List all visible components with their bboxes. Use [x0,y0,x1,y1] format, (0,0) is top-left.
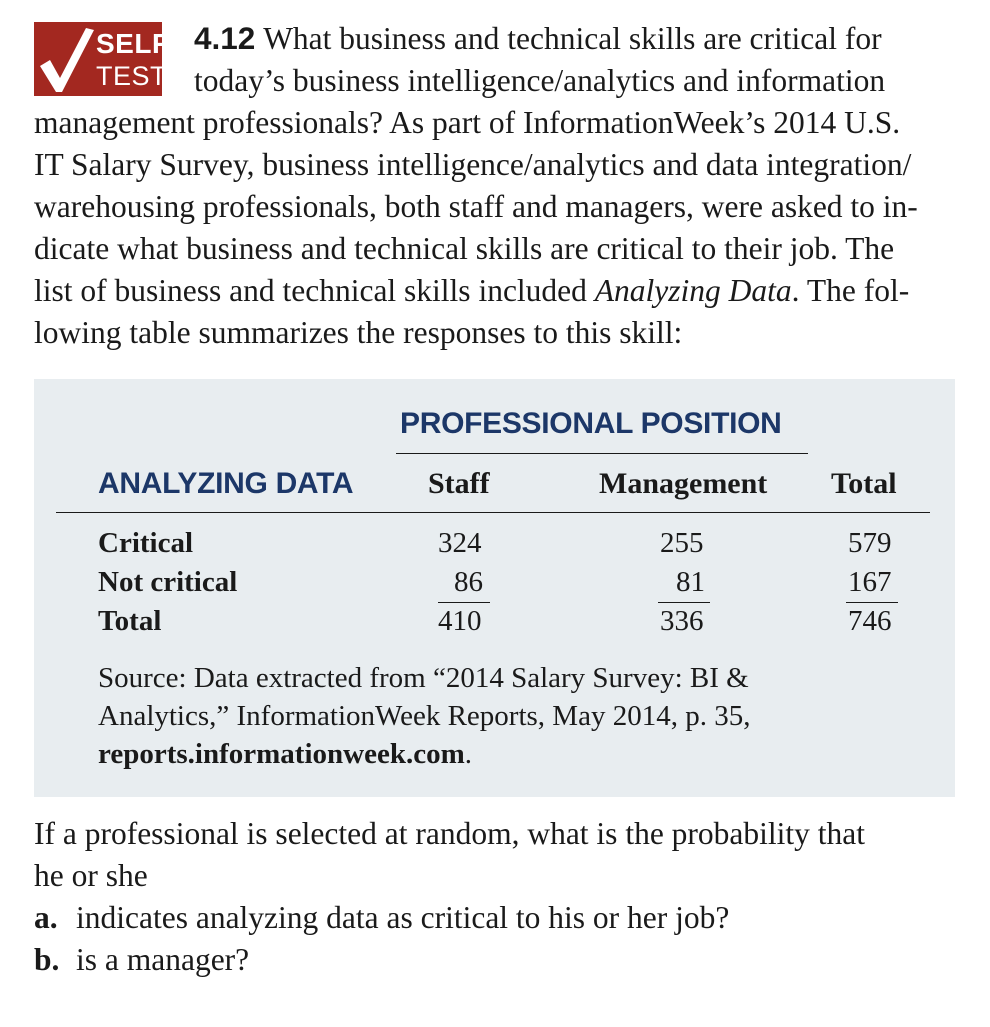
sum-rule-staff [438,602,490,603]
option-b-text: is a manager? [76,942,250,977]
row-label-total: Total [98,605,162,637]
cell-critical-staff: 324 [438,527,482,559]
intro-line-4: IT Salary Survey, business intelligence/analytics and data integration/ [34,147,912,182]
source-line-2: Analytics,” InformationWeek Reports, May 2014, p. 35, [98,700,751,732]
option-a-letter: a. [34,900,58,935]
question-text [34,813,956,981]
intro-line-6: dicate what business and technical skills are critical to their job. The [34,231,895,266]
cell-total-total: 746 [848,605,892,637]
group-header: PROFESSIONAL POSITION [400,407,782,440]
sum-rule-total [846,602,898,603]
intro-line-7: list of business and technical skills included Analyzing Data. The fol- [34,273,910,308]
row-label-not-critical: Not critical [98,566,238,598]
row-header: ANALYZING DATA [98,467,354,500]
badge-self-label: SELF [96,28,170,59]
header-rule [56,512,930,513]
problem-statement [34,17,956,354]
cell-not-critical-management: 81 [676,566,705,598]
col-header-total: Total [831,467,897,500]
col-header-management: Management [599,467,768,500]
source-line-1: Source: Data extracted from “2014 Salary Survey: BI & [98,662,749,694]
option-b [34,939,956,981]
group-header-rule [396,453,808,454]
table-source-note [98,659,898,773]
badge-test-label: TEST [96,61,168,91]
row-label-critical: Critical [98,527,194,559]
question-line-2: he or she [34,858,148,893]
cell-total-management: 336 [660,605,704,637]
intro-line-1: 4.12 What business and technical skills are critical for [194,20,882,56]
source-line-3: reports.informationweek.com. [98,738,472,770]
cell-not-critical-staff: 86 [454,566,483,598]
intro-line-2: today’s business intelligence/analytics and information [194,63,886,98]
contingency-table-box [34,379,955,797]
option-b-letter: b. [34,942,60,977]
col-header-staff: Staff [428,467,490,500]
intro-line-3: management professionals? As part of InformationWeek’s 2014 U.S. [34,105,901,140]
intro-line-8: lowing table summarizes the responses to this skill: [34,315,683,350]
question-line-1: If a professional is selected at random, what is the probability that [34,816,866,851]
option-a-text: indicates analyzing data as critical to his or her job? [76,900,730,935]
sum-rule-management [658,602,710,603]
cell-critical-total: 579 [848,527,892,559]
option-a [34,897,956,939]
analyzing-data-italic: Analyzing Data [594,273,792,308]
source-url: reports.informationweek.com [98,738,465,770]
cell-not-critical-total: 167 [848,566,892,598]
cell-total-staff: 410 [438,605,482,637]
cell-critical-management: 255 [660,527,704,559]
intro-line-5: warehousing professionals, both staff and managers, were asked to in- [34,189,918,224]
question-number: 4.12 [194,20,256,56]
